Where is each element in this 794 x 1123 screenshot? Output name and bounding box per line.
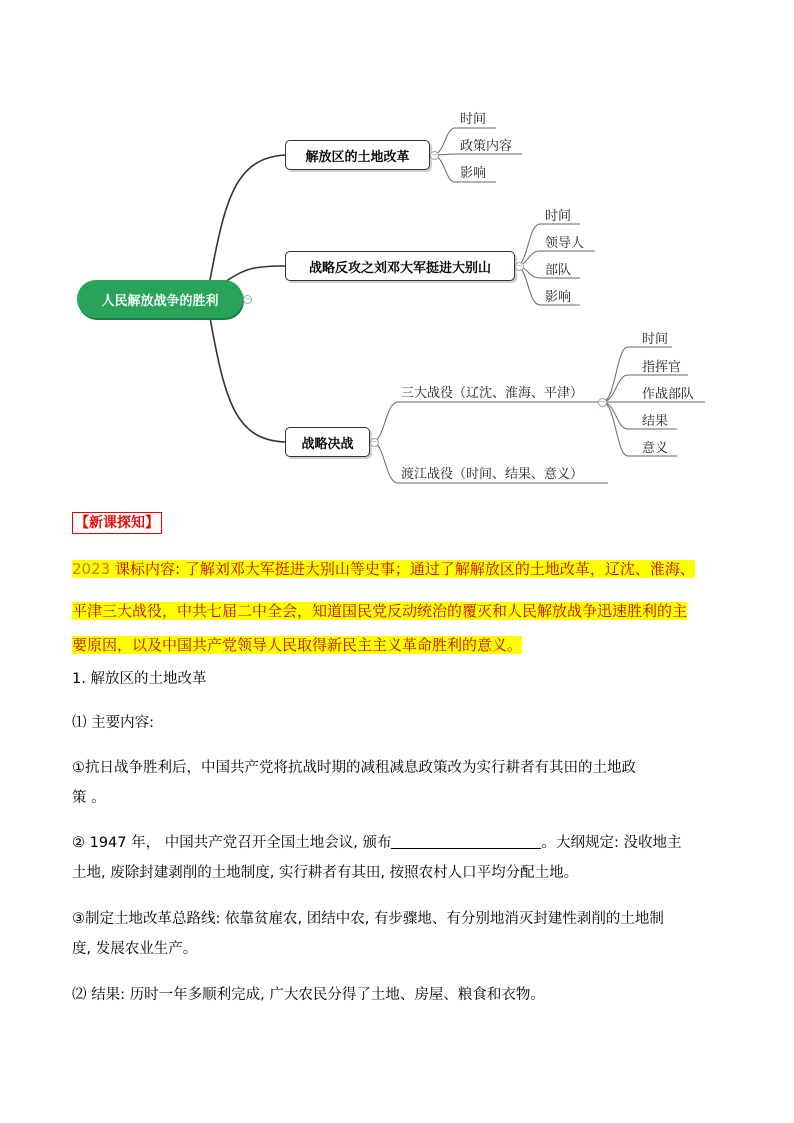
leaf-combat-units[interactable]: 作战部队 [642, 387, 695, 402]
leaf-commander[interactable]: 指挥官 [642, 360, 682, 375]
item-2 [72, 828, 732, 888]
sub-three-campaigns[interactable]: 三大战役（辽沈、淮海、平津） [401, 386, 584, 401]
leaf-time[interactable]: 时间 [460, 112, 487, 127]
sub-heading-result: ⑵ 结果: 历时一年多顺利完成, 广大农民分得了土地、房屋、粮食和衣物。 [72, 987, 545, 1003]
leaf-impact[interactable]: 影响 [545, 290, 572, 305]
item-3 [72, 904, 732, 964]
mind-map-connectors [0, 0, 794, 500]
leaf-leader[interactable]: 领导人 [545, 236, 585, 251]
curriculum-line-2b: 覆灭和人民解放战争迅速胜利的主 [462, 602, 688, 620]
curriculum-line-2a: 平津三大战役，中共七届二中全会，知道国民党反动统治的 [72, 602, 463, 620]
item-3-line-1: ③制定土地改革总路线: 依靠贫雇农, 团结中农, 有步骤地、有分别地消灭封建性剥削的土地制 [72, 911, 664, 927]
collapse-icon[interactable]: − [599, 398, 606, 406]
collapse-icon[interactable]: − [516, 262, 523, 270]
curriculum-lead: 课标内容: [114, 560, 181, 578]
item-1 [72, 753, 732, 813]
connector-branch-2 [225, 266, 285, 282]
mindmap-root[interactable] [77, 280, 243, 318]
mindmap-root-label: 人民解放战争的胜利 [101, 293, 219, 309]
collapse-icon[interactable]: − [371, 438, 378, 446]
curriculum-line-3: 要原因，以及中国共产党领导人民取得新民主主义革命胜利的意义。 [72, 636, 523, 654]
sub-crossing-river-campaign[interactable]: 渡江战役（时间、结果、意义） [401, 467, 584, 482]
branch-strategic-decisive-battle[interactable] [285, 427, 370, 457]
leaf-time[interactable]: 时间 [545, 209, 572, 224]
curriculum-standard [72, 548, 744, 666]
leaf-time[interactable]: 时间 [642, 332, 669, 347]
connector-branch-3 [210, 318, 285, 442]
leaf-significance[interactable]: 意义 [642, 441, 669, 456]
leaf-troops[interactable]: 部队 [545, 263, 572, 278]
item-2-text-b: 。大纲规定: 没收地主 [541, 835, 682, 851]
heading-land-reform: 1. 解放区的土地改革 [72, 671, 207, 687]
fill-in-blank[interactable] [391, 832, 541, 849]
leaf-impact[interactable]: 影响 [460, 166, 487, 181]
mind-map [0, 0, 794, 500]
section-tag: 【新课探知】 [72, 512, 162, 534]
connector-branch-1 [210, 155, 285, 280]
curriculum-line-1: 了解刘邓大军挺进大别山等史事；通过了解解放区的土地改革，辽沈、淮海、 [184, 560, 695, 578]
item-1-line-1: ①抗日战争胜利后，中国共产党将抗战时期的减租减息政策改为实行耕者有其田的土地政 [72, 760, 636, 776]
item-3-line-2: 度, 发展农业生产。 [72, 941, 198, 957]
branch-land-reform[interactable] [285, 140, 430, 170]
item-2-line-2: 土地, 废除封建剥削的土地制度, 实行耕者有其田, 按照农村人口平均分配土地。 [72, 865, 579, 881]
collapse-icon[interactable]: − [244, 295, 251, 303]
item-2-text-a: ② 1947 年， 中国共产党召开全国土地会议, 颁布 [72, 835, 392, 851]
leaf-result[interactable]: 结果 [642, 414, 669, 429]
branch-strategic-counteroffensive[interactable] [285, 251, 515, 281]
sub-heading-main-content: ⑴ 主要内容: [72, 715, 154, 731]
curriculum-year: 2023 [72, 560, 111, 578]
branch-label: 战略反攻之刘邓大军挺进大别山 [308, 260, 491, 276]
branch-label: 战略决战 [301, 436, 354, 452]
collapse-icon[interactable]: − [431, 151, 438, 159]
branch-label: 解放区的土地改革 [305, 149, 410, 165]
leaf-policy-content[interactable]: 政策内容 [460, 139, 513, 154]
item-1-line-2: 策 。 [72, 790, 106, 806]
